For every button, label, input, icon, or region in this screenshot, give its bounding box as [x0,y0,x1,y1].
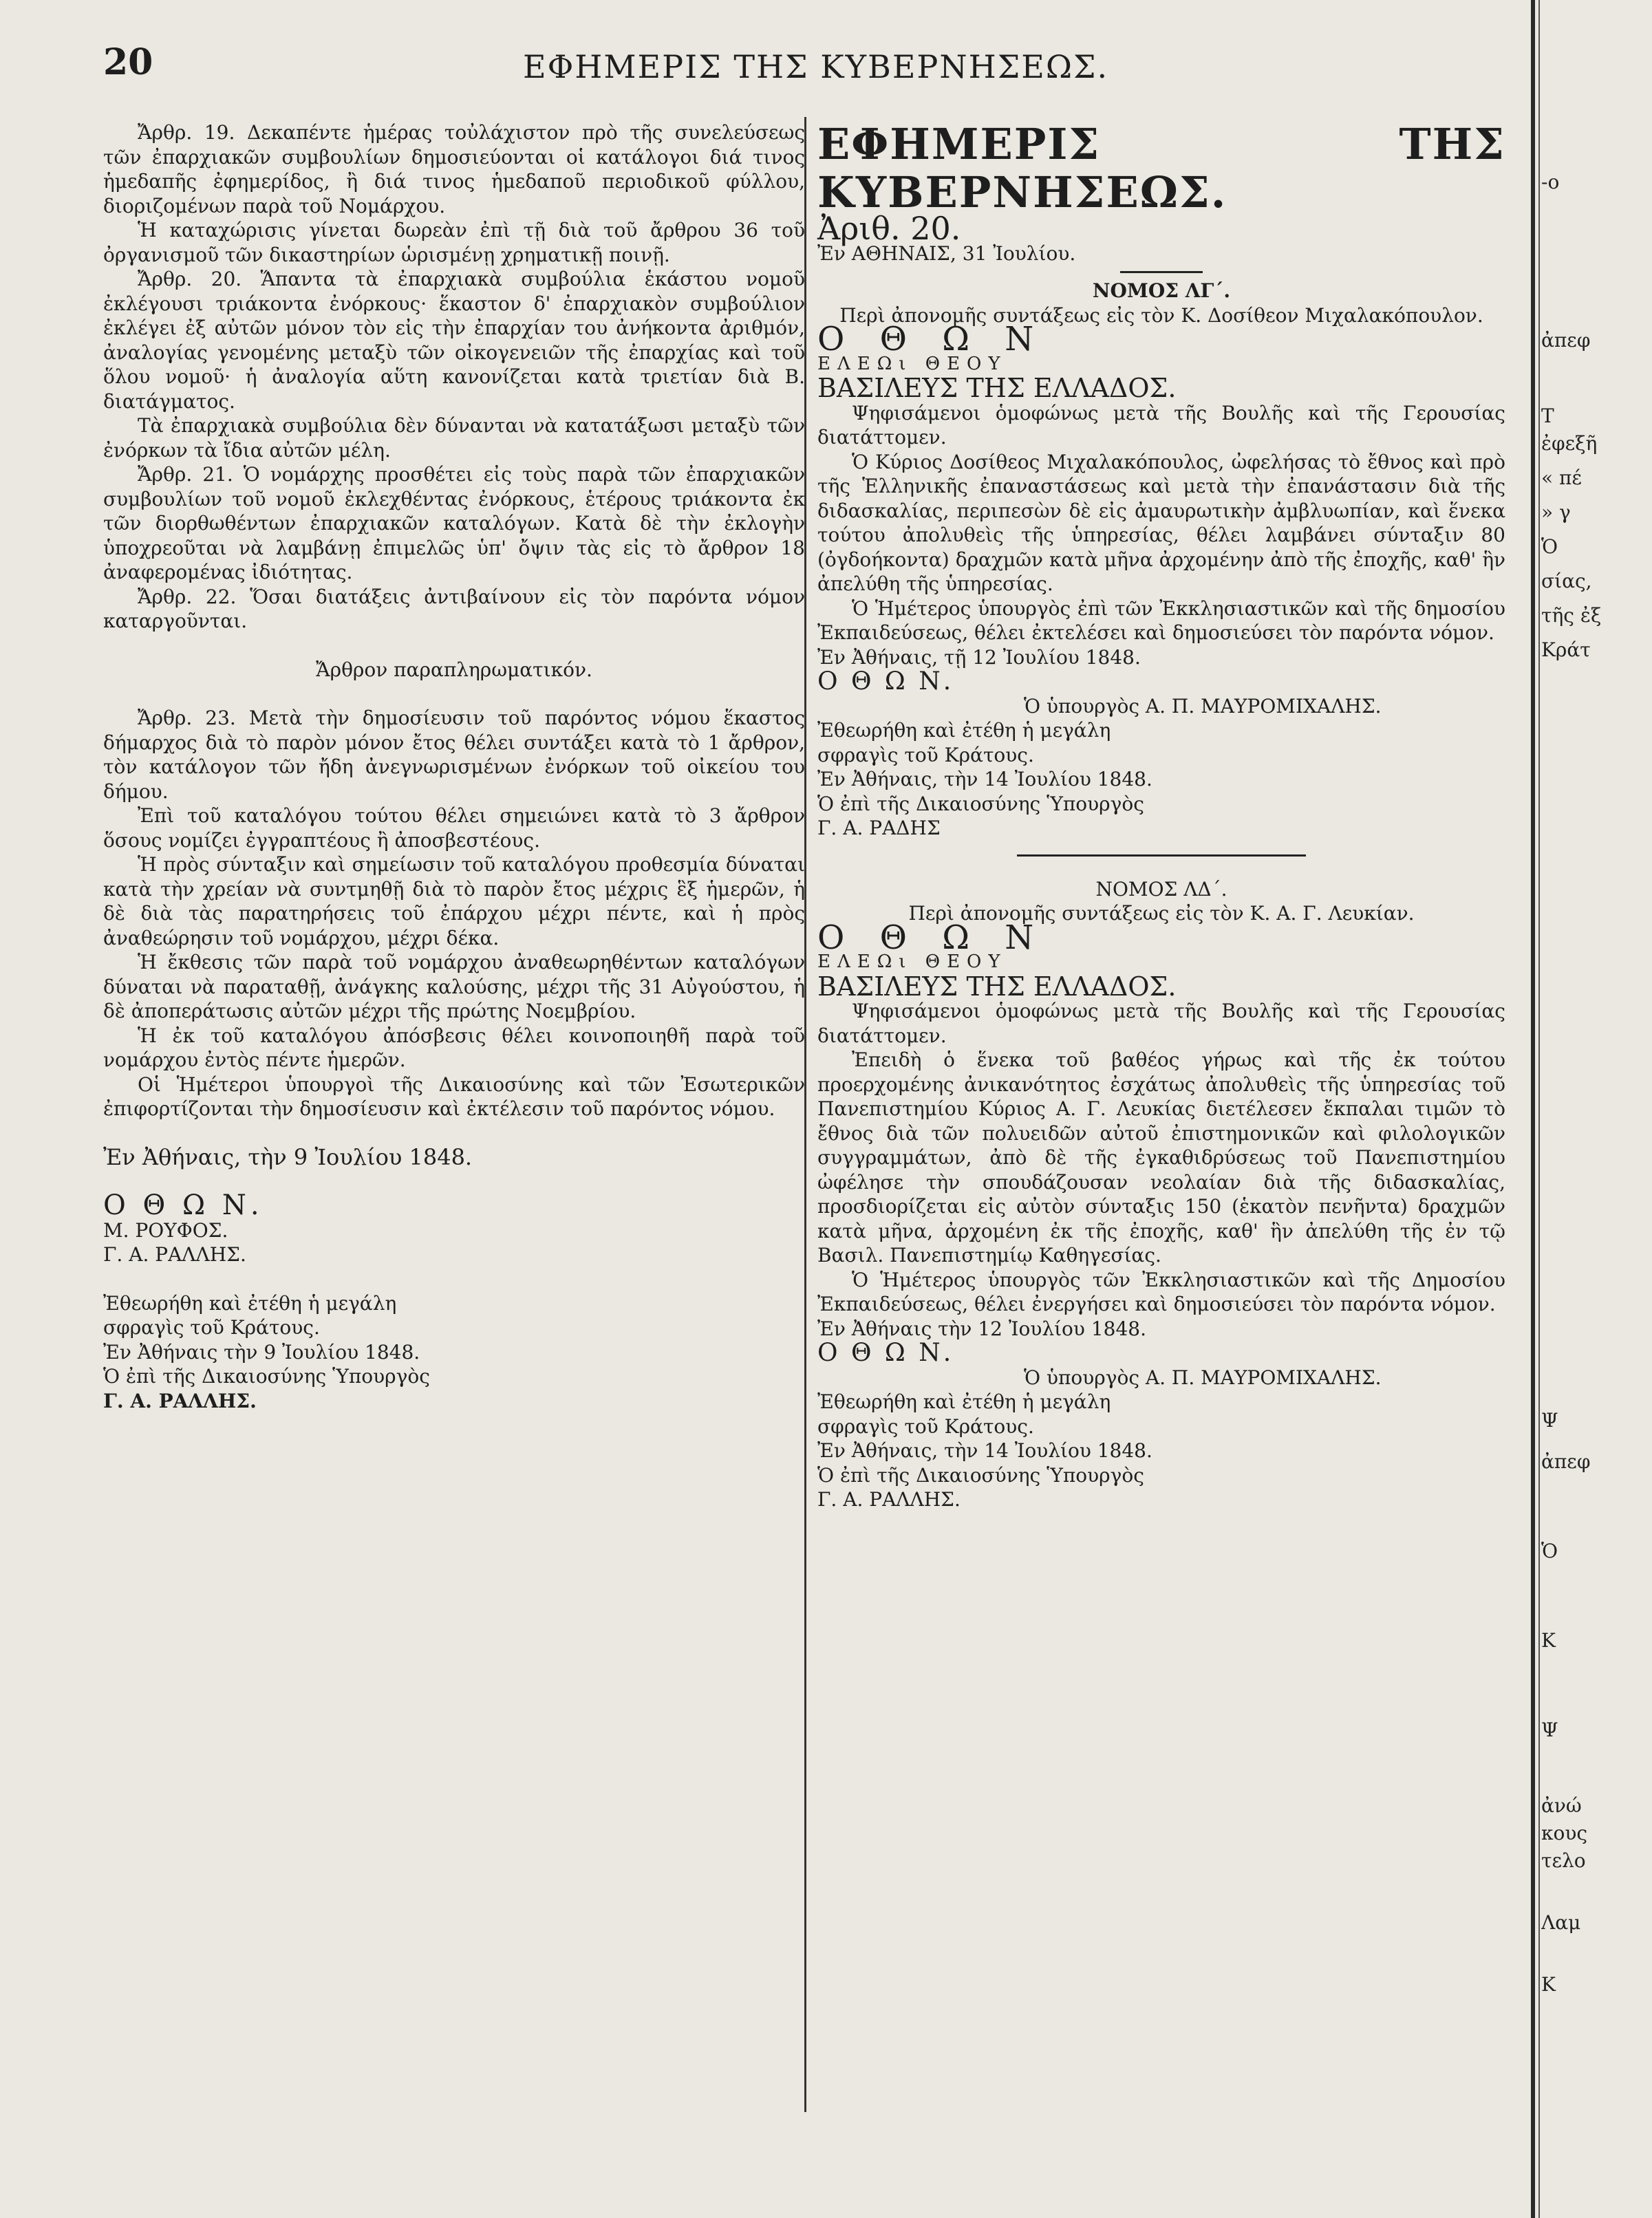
short-rule [1120,271,1203,273]
edge-fragment: Κ [1541,1973,1556,1996]
edge-fragment: Λαμ [1541,1911,1581,1934]
seal-line: Ἐθεωρήθη καὶ ἐτέθη ἡ μεγάλη [103,1291,397,1315]
paragraph: Ἐπὶ τοῦ καταλόγου τούτου θέλει σημειώνει κατὰ τὸ 3 ἄρθρον ὅσους νομίζει ἐγγραπτέους ἢ ἀποσβεστέους. [103,804,805,852]
issue-number: Ἀριθ. 20. [817,210,961,247]
justice-minister-label: Ὁ ἐπὶ τῆς Δικαιοσύνης Ὑπουργὸς [817,1463,1144,1487]
section-rule [1017,854,1306,857]
edge-fragment: ἐφεξῆ [1541,432,1598,455]
page-number: 20 [103,41,153,83]
seal-line: σφραγὶς τοῦ Κράτους. [103,1316,320,1339]
king-signature: Ο Θ Ω Ν. [817,1339,954,1367]
king-name: Ο Θ Ω Ν [817,320,1047,358]
law-subject: Περὶ ἀπονομῆς συντάξεως εἰς τὸν Κ. Δοσίθεον Μιχαλακόπουλον. [839,303,1483,327]
issue-date: Ἐν ΑΘΗΝΑΙΣ, 31 Ἰουλίου. [817,241,1076,265]
edge-fragment: Ὁ [1541,1540,1558,1562]
justice-minister-label: Ὁ ἐπὶ τῆς Δικαιοσύνης Ὑπουργὸς [817,792,1144,815]
grace-line: ΕΛΕΩι ΘΕΟΥ [817,353,1007,374]
date-line: Ἐν Ἀθήναις, τὴν 14 Ἰουλίου 1848. [817,1439,1152,1462]
edge-fragment: ἀπεφ [1541,329,1591,352]
justice-minister-name: Γ. Α. ΡΑΛΛΗΣ. [103,1389,257,1412]
date-line: Ἐν Ἀθήναις, τὴν 9 Ἰουλίου 1848. [103,1143,473,1170]
paragraph: Ἡ καταχώρισις γίνεται δωρεὰν ἐπὶ τῇ διὰ τοῦ ἄρθρου 36 τοῦ ὀργανισμοῦ τῶν δικαστηρίων ὡρισμένῃ χρηματικῇ ποινῇ. [103,219,805,266]
page-header [103,41,1507,96]
article-21: Ἄρθρ. 21. Ὁ νομάρχης προσθέτει εἰς τοὺς παρὰ τῶν ἐπαρχιακῶν συμβουλίων τοῦ νομοῦ ἐκλεχθέντας ἐνόρκους, ἑτέρους τριάκοντα ἐκ τῶν διορθωθέντων ἐπαρχιακῶν καταλόγων. Κατὰ δὲ τὴν ἐκλογὴν ὑποχρεοῦται νὰ λαμβάνῃ ἐπιμελῶς ὑπ' ὄψιν τὰς εἰς τὸ ἄρθρον 18 ἀναφερομένας ἰδιότητας. [103,463,805,583]
edge-fragment: σίας, [1541,570,1592,592]
edge-fragment: Ψ [1541,1719,1558,1741]
edge-fragment: » γ [1541,501,1571,524]
date-line: Ἐν Ἀθήναις τὴν 9 Ἰουλίου 1848. [103,1340,420,1364]
seal-line: Ἐθεωρήθη καὶ ἐτέθη ἡ μεγάλη [817,1390,1111,1413]
justice-minister-name: Γ. Α. ΡΑΔΗΣ [817,817,941,839]
king-signature: Ο Θ Ω Ν. [103,1189,264,1221]
justice-minister-label: Ὁ ἐπὶ τῆς Δικαιοσύνης Ὑπουργὸς [103,1365,430,1388]
minister-signature: Ὁ ὑπουργὸς Α. Π. ΜΑΥΡΟΜΙΧΑΛΗΣ. [1024,694,1382,718]
date-line: Ἐν Ἀθήναις, τῇ 12 Ἰουλίου 1848. [817,645,1141,669]
law-title: ΝΟΜΟΣ ΛΓ΄. [1092,279,1231,302]
edge-fragment: « πέ [1541,466,1582,489]
law-body: Ἐπειδὴ ὁ ἕνεκα τοῦ βαθέος γήρως καὶ τῆς ἐκ τούτου προερχομένης ἀνικανότητος ἐσχάτως ἀπολυθεὶς τῆς ὑπηρεσίας τοῦ Πανεπιστημίου Κύριος Α. Γ. Λευκίας διετέλεσεν ἔκπαλαι τιμῶν τὸ ἔθνος διὰ τῶν πολυειδῶν αὐτοῦ ἐπιστημονικῶν καὶ φιλολογικῶν συγγραμμάτων, ἀπὸ δὲ τῆς ἐγκαθιδρύσεως τοῦ Πανεπιστημίου ὠφέλησε τὴν σπουδάζουσαν νεολαίαν διὰ τῆς διδασκαλίας, προσδιορίζεται εἰς αὐτὸν σύνταξις 150 (ἑκατὸν πενῆντα) δραχμῶν κατὰ μῆνα, ἀρχομένη ἐκ τῆς ἐποχῆς, καθ' ἣν ἀπελύθη τῆς ἐν τῷ Βασιλ. Πανεπιστημίῳ Καθηγεσίας. [817,1048,1505,1267]
minister-signature: Γ. Α. ΡΑΛΛΗΣ. [103,1243,246,1266]
date-line: Ἐν Ἀθήναις, τὴν 14 Ἰουλίου 1848. [817,768,1152,790]
paragraph: Ἡ ἔκθεσις τῶν παρὰ τοῦ νομάρχου ἀναθεωρηθέντων καταλόγων δύναται νὰ παραταθῇ, ἀνάγκης καλούσης, μέχρι τῆς 31 Αὐγούστου, ἡ δὲ ἀποπεράτωσις αὐτῶν μέχρι τῆς πρώτης Νοεμβρίου. [103,951,805,1022]
paragraph: Ἡ πρὸς σύνταξιν καὶ σημείωσιν τοῦ καταλόγου προθεσμία δύναται κατὰ τὴν χρείαν νὰ συντμηθῇ διὰ τὸ παρὸν ἔτος μέχρις ἓξ ἡμερῶν, ἡ δὲ διὰ τὰς παρατηρήσεις τοῦ ἐπάρχου μέχρι πέντε, καὶ ἡ πρὸς ἀναθεώρησιν τοῦ νομάρχου, μέχρι δέκα. [103,853,805,949]
article-22: Ἄρθρ. 22. Ὅσαι διατάξεις ἀντιβαίνουν εἰς τὸν παρόντα νόμον καταργοῦνται. [103,585,805,632]
justice-minister-name: Γ. Α. ΡΑΛΛΗΣ. [817,1488,961,1511]
realm-line: ΒΑΣΙΛΕΥΣ ΤΗΣ ΕΛΛΑΔΟΣ. [817,373,1177,403]
edge-fragment: τελο [1541,1849,1586,1872]
realm-line: ΒΑΣΙΛΕΥΣ ΤΗΣ ΕΛΛΑΔΟΣ. [817,971,1177,1002]
law-subject: Περὶ ἀπονομῆς συντάξεως εἰς τὸν Κ. Α. Γ. Λευκίαν. [908,902,1415,925]
edge-fragment: Κράτ [1541,638,1591,661]
edge-fragment: τῆς ἐξ [1541,604,1602,627]
edge-fragment: -ο [1541,171,1560,193]
paragraph: Οἱ Ἡμέτεροι ὑπουργοὶ τῆς Δικαιοσύνης καὶ τῶν Ἐσωτερικῶν ἐπιφορτίζονται τὴν δημοσίευσιν καὶ ἐκτέλεσιν τοῦ παρόντος νόμου. [103,1073,805,1120]
law-title: ΝΟΜΟΣ ΛΔ΄. [1095,877,1227,901]
right-column [817,120,1505,1512]
paragraph: Ἡ ἐκ τοῦ καταλόγου ἀπόσβεσις θέλει κοινοποιηθῆ παρὰ τοῦ νομάρχου ἐντὸς πέντε ἡμερῶν. [103,1024,805,1071]
minister-signature: Ὁ ὑπουργὸς Α. Π. ΜΑΥΡΟΜΙΧΑΛΗΣ. [1024,1366,1382,1389]
seal-line: σφραγὶς τοῦ Κράτους. [817,743,1034,766]
execution-clause: Ὁ Ἡμέτερος ὑπουργὸς ἐπὶ τῶν Ἐκκλησιαστικῶν καὶ τῆς δημοσίου Ἐκπαιδεύσεως, θέλει ἐκτελέσει καὶ δημοσιεύσει τὸν παρόντα νόμον. [817,596,1505,644]
enactment-clause: Ψηφισάμενοι ὁμοφώνως μετὰ τῆς Βουλῆς καὶ τῆς Γερουσίας διατάττομεν. [817,1000,1505,1047]
seal-line: Ἐθεωρήθη καὶ ἐτέθη ἡ μεγάλη [817,719,1111,742]
paragraph: Τὰ ἐπαρχιακὰ συμβούλια δὲν δύνανται νὰ κατατάξωσι μεταξὺ τῶν ἐνόρκων τὰ ἴδια αὐτῶν μέλη. [103,414,805,462]
edge-fragment: Ψ [1541,1409,1558,1432]
grace-line: ΕΛΕΩι ΘΕΟΥ [817,951,1007,972]
edge-fragment: Κ [1541,1629,1556,1652]
edge-fragment: ἀνώ [1541,1794,1582,1817]
king-signature: Ο Θ Ω Ν. [817,667,954,696]
king-name: Ο Θ Ω Ν [817,918,1047,957]
article-23: Ἄρθρ. 23. Μετὰ τὴν δημοσίευσιν τοῦ παρόντος νόμου ἕκαστος δήμαρχος διὰ τὸ παρὸν μόνον ἔτος θέλει συντάξει κατὰ τὸ 1 ἄρθρον, τὸν κατάλογον τῶν ἤδη ἀνεγνωρισμένων ἐνόρκων τοῦ οἰκείου του δήμου. [103,707,805,803]
edge-fragment: Ὁ [1541,535,1558,558]
minister-signature: Μ. ΡΟΥΦΟΣ. [103,1218,228,1242]
facing-page-edge [1541,0,1652,2218]
gazette-title: ΕΦΗΜΕΡΙΣ ΤΗΣ ΚΥΒΕΡΝΗΣΕΩΣ. [817,119,1505,217]
edge-fragment: κους [1541,1822,1588,1844]
enactment-clause: Ψηφισάμενοι ὁμοφώνως μετὰ τῆς Βουλῆς καὶ τῆς Γερουσίας διατάττομεν. [817,401,1505,449]
article-20: Ἄρθρ. 20. Ἅπαντα τὰ ἐπαρχιακὰ συμβούλια ἑκάστου νομοῦ ἐκλέγουσι τριάκοντα ἐνόρκους· ἕκαστον δ' ἐπαρχιακὸν συμβούλιον ἐκλέγει ἐξ αὐτῶν μόνον τὸν εἰς τὴν ἐπαρχίαν του ἀνήκοντα ἀριθμόν, ἀναλογίας γενομένης μεταξὺ τῶν οἰκογενειῶν τῆς ἐπαρχίας καὶ τοῦ ὅλου νομοῦ· ἡ ἀναλογία αὕτη κανονίζεται κατὰ τριετίαν διὰ Β. διατάγματος. [103,268,805,413]
seal-line: σφραγὶς τοῦ Κράτους. [817,1414,1034,1438]
edge-fragment: ἀπεφ [1541,1450,1591,1473]
article-19: Ἄρθρ. 19. Δεκαπέντε ἡμέρας τοὐλάχιστον πρὸ τῆς συνελεύσεως τῶν ἐπαρχιακῶν συμβουλίων δημοσιεύονται οἱ κατάλογοι διά τινος ἡμεδαπῆς ἐφημερίδος, ἢ διά τινος ἡμεδαποῦ περιοδικοῦ φύλλου, διοριζομένων παρὰ τοῦ Νομάρχου. [103,121,805,217]
running-title: ΕΦΗΜΕΡΙΣ ΤΗΣ ΚΥΒΕΡΝΗΣΕΩΣ. [523,48,1109,85]
execution-clause: Ὁ Ἡμέτερος ὑπουργὸς τῶν Ἐκκλησιαστικῶν καὶ τῆς Δημοσίου Ἐκπαιδεύσεως, θέλει ἐνεργήσει καὶ δημοσιεύσει τὸν παρόντα νόμον. [817,1268,1505,1315]
edge-fragment: Τ [1541,405,1554,427]
binding-edge [1538,0,1540,2218]
binding-shadow [1531,0,1535,2218]
left-column [103,120,805,1413]
date-line: Ἐν Ἀθήναις τὴν 12 Ἰουλίου 1848. [817,1317,1146,1340]
section-heading: Ἄρθρον παραπληρωματικόν. [316,658,592,681]
law-body: Ὁ Κύριος Δοσίθεος Μιχαλακόπουλος, ὠφελήσας τὸ ἔθνος καὶ πρὸ τῆς Ἑλληνικῆς ἐπαναστάσεως καὶ μετὰ τὴν ἐπανάστασιν διὰ τῆς διδασκαλίας, περιπεσὼν δὲ εἰς ἀμαυρωτικὴν ἀμβλυωπίαν, καὶ ἕνεκα τούτου ἀπολυθεὶς τῆς ὑπηρεσίας, θέλει λαμβάνει σύνταξιν 80 (ὀγδοήκοντα) δραχμῶν κατὰ μῆνα ἀρχομένην ἀπὸ τῆς ἐποχῆς, καθ' ἣν ἀπελύθη τῆς ὑπηρεσίας. [817,450,1505,595]
